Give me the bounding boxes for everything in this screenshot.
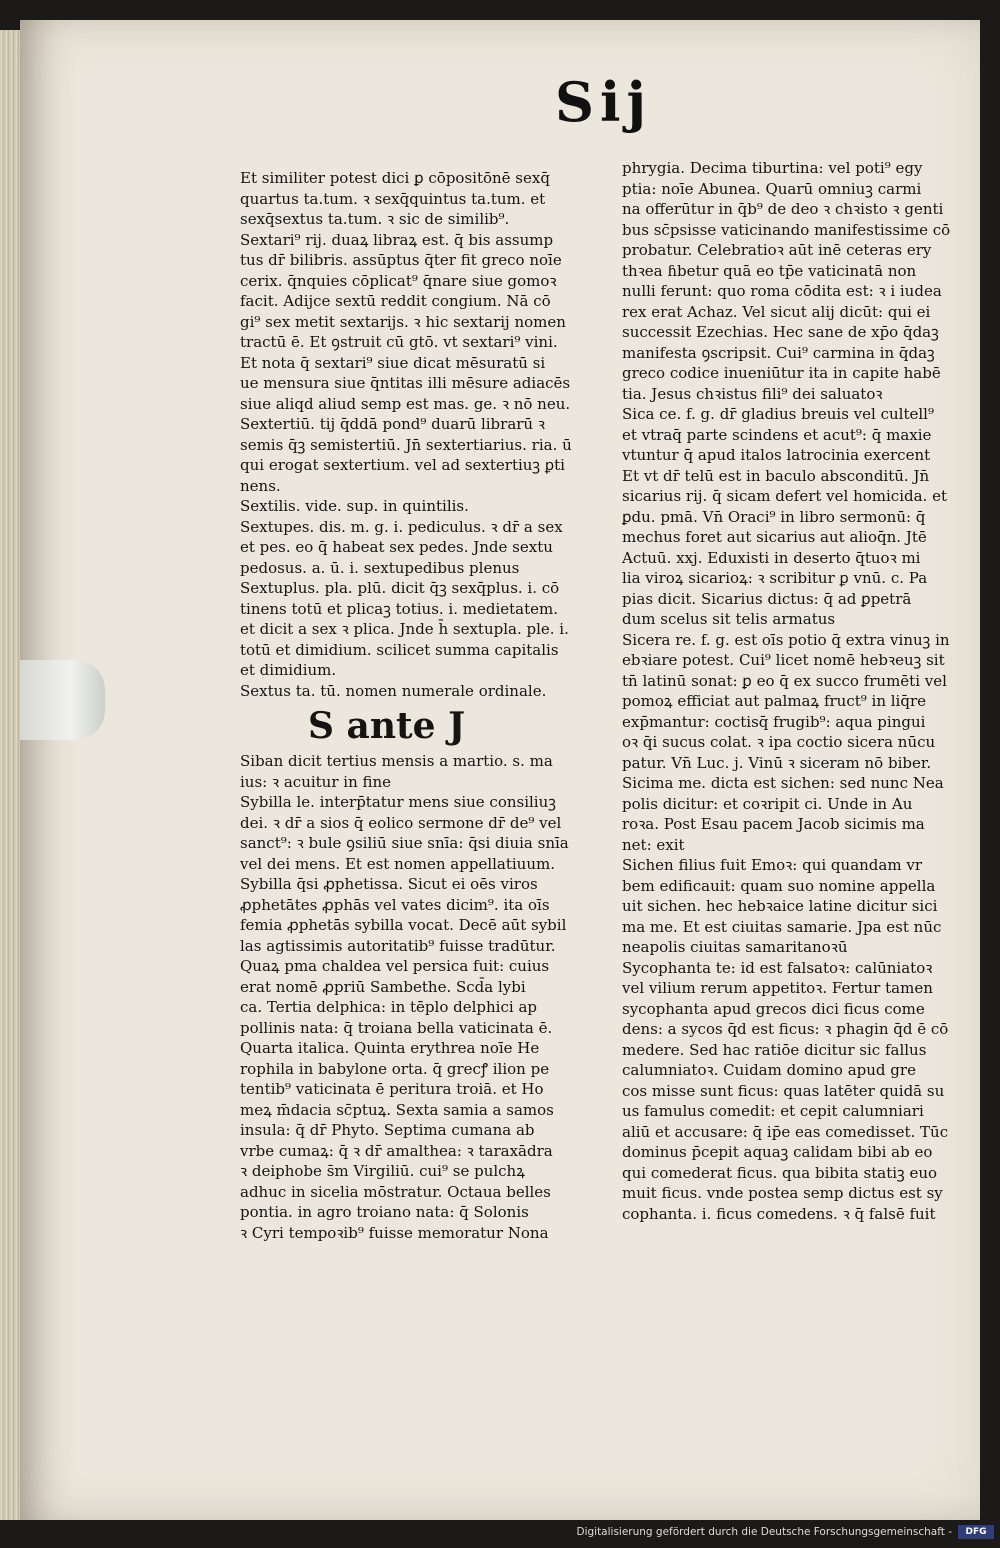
text-line: na offerūtur in q̄b⁹ de deo ꝛ chꝛisto ꝛ genti: [622, 200, 944, 218]
text-line: roꝛa. Post Esau pacem Jacob sicimis ma: [622, 815, 925, 833]
text-line: pedosus. a. ū. i. sextupedibus plenus: [240, 558, 520, 577]
text-line: qui erogat sextertium. vel ad sextertiuꝫ ꝑti: [240, 456, 565, 474]
text-line: successit Ezechias. Hec sane de xp̄o q̄daꝫ: [622, 323, 939, 341]
folio-signature: Sij: [555, 70, 653, 134]
text-line: ptia: noīe Abunea. Quarū omniuꝫ carmi: [622, 179, 922, 198]
text-line: Sichen filius fuit Emoꝛ: qui quandam vr: [622, 856, 922, 874]
text-line: pontia. in agro troiano nata: q̄ Solonis: [240, 1203, 529, 1221]
text-line: facit. Adijce sextū reddit congium. Nā cō: [240, 292, 551, 310]
text-line: Quarta italica. Quinta erythrea noīe He: [240, 1039, 540, 1057]
text-line: adhuc in sicelia mōstratur. Octaua belles: [240, 1182, 551, 1201]
text-line: et pes. eo q̄ habeat sex pedes. Jnde sextu: [240, 538, 553, 556]
text-line: totū et dimidium. scilicet summa capitalis: [240, 640, 559, 659]
text-line: Sextupes. dis. m. g. i. pediculus. ꝛ dr̄ a sex: [240, 517, 563, 536]
text-line: ue mensura siue q̄ntitas illi mēsure adiacēs: [240, 374, 571, 392]
text-line: sicarius rij. q̄ sicam defert vel homicida. et: [622, 487, 947, 505]
left-column-entries-top: [240, 168, 602, 701]
text-line: neapolis ciuitas samaritanoꝛū: [622, 938, 848, 956]
left-column-entries-bottom: [240, 751, 602, 1243]
text-line: dei. ꝛ dr̄ a sios q̄ eolico sermone dr̄ de⁹ vel: [240, 813, 562, 832]
text-line: Sextus ta. tū. nomen numerale ordinale.: [240, 681, 547, 700]
text-line: ꝛ deiphobe s̄m Virgiliū. cui⁹ se pulchꝝ: [240, 1162, 525, 1180]
text-line: et dicit a sex ꝛ plica. Jnde h̄ sextupla. ple. i.: [240, 620, 569, 638]
text-line: Et vt dr̄ telū est in baculo absconditū. Jn̄: [622, 466, 930, 485]
text-line: vel dei mens. Et est nomen appellatiuum.: [240, 854, 555, 873]
page-clip: [20, 660, 105, 740]
text-line: us famulus comedit: et cepit calumniari: [622, 1102, 924, 1120]
text-line: cophanta. i. ficus comedens. ꝛ q̄ falsē fuit: [622, 1204, 936, 1223]
text-line: sexq̄sextus ta.tum. ꝛ sic de similib⁹.: [240, 210, 510, 228]
text-line: Sica ce. f. g. dr̄ gladius breuis vel cultell⁹: [622, 405, 934, 423]
text-line: exp̄mantur: coctisq̄ frugib⁹: aqua pingui: [622, 712, 926, 731]
text-line: probatur. Celebratioꝛ aūt inē ceteras ery: [622, 241, 932, 259]
text-line: oꝛ q̄i sucus colat. ꝛ ipa coctio sicera nūcu: [622, 733, 936, 751]
text-line: calumniatoꝛ. Cuidam domino apud gre: [622, 1061, 916, 1079]
text-line: Et similiter potest dici ꝑ cōpositōnē sexq̄: [240, 169, 550, 187]
text-line: vtuntur q̄ apud italos latrocinia exercent: [622, 446, 931, 464]
text-line: qui comederat ficus. qua bibita statiꝫ euo: [622, 1163, 938, 1182]
text-line: Sextuplus. pla. plū. dicit q̄ꝫ sexq̄plus. i. cō: [240, 579, 560, 597]
text-line: semis q̄ꝫ semistertiū. Jn̄ sextertiarius. ria. ū: [240, 435, 572, 454]
text-line: bem edificauit: quam suo nomine appella: [622, 876, 936, 895]
text-line: lia viroꝝ sicarioꝝ: ꝛ scribitur ꝑ vnū. c. Pa: [622, 569, 928, 587]
text-line: cos misse sunt ficus: quas latēter quidā su: [622, 1081, 945, 1100]
text-line: thꝛea ɦbetur quā eo tp̄e vaticinatā non: [622, 261, 917, 280]
text-line: tinens totū et plicaꝫ totius. i. medietatem.: [240, 599, 559, 618]
section-heading: S ante J: [308, 705, 466, 747]
text-line: net: exit: [622, 835, 685, 854]
text-line: Sybilla le. interp̄tatur mens siue consiliuꝫ: [240, 793, 556, 811]
text-line: et dimidium.: [240, 661, 337, 679]
text-line: pias dicit. Sicarius dictus: q̄ ad ꝑpetrā: [622, 589, 912, 608]
text-line: femia ꝓphetās sybilla vocat. Decē aūt sybil: [240, 916, 567, 934]
text-line: manifesta ꝯscripsit. Cui⁹ carmina in q̄daꝫ: [622, 343, 935, 362]
text-line: mechus foret aut sicarius aut alioq̄n. Jtē: [622, 528, 927, 546]
text-line: aliū et accusare: q̄ ip̄e eas comedisset. Tūc: [622, 1122, 949, 1141]
text-line: ꝓphetātes ꝓphās vel vates dicim⁹. ita oīs: [240, 895, 550, 914]
text-line: quartus ta.tum. ꝛ sexq̄quintus ta.tum. et: [240, 189, 546, 208]
digitization-footer: [0, 1526, 1000, 1548]
text-line: ꝛ Cyri tempoꝛib⁹ fuisse memoratur Nona: [240, 1223, 549, 1242]
text-line: Sextilis. vide. sup. in quintilis.: [240, 497, 469, 515]
text-line: ꝑdu. pmā. Vn̄ Oraci⁹ in libro sermonū: q̄: [622, 507, 926, 526]
text-line: et vtraq̄ parte scindens et acut⁹: q̄ maxie: [622, 425, 932, 444]
text-line: sanct⁹: ꝛ bule ꝯsiliū siue snīa: q̄si diuia snīa: [240, 834, 569, 852]
text-line: medere. Sed hac ratiōe dicitur sic fallus: [622, 1040, 927, 1059]
text-line: erat nomē ꝓpriū Sambethe. Scd̄a lybi: [240, 977, 526, 996]
left-column: [240, 168, 602, 1243]
text-line: Sicera re. f. g. est oīs potio q̄ extra vinuꝫ in: [622, 630, 950, 649]
text-line: gi⁹ sex metit sextarijs. ꝛ hic sextarij nomen: [240, 312, 566, 331]
text-line: muit ficus. vnde postea semp dictus est sy: [622, 1184, 943, 1202]
text-line: ca. Tertia delphica: in tēplo delphici ap: [240, 998, 537, 1016]
text-line: ma me. Et est ciuitas samarie. Jpa est nūc: [622, 917, 942, 936]
text-line: greco codice inueniūtur ita in capite habē: [622, 364, 941, 382]
text-line: cerix. q̄nquies cōplicat⁹ q̄nare siue gomoꝛ: [240, 271, 557, 290]
text-line: pomoꝝ efficiat aut palmaꝝ fruct⁹ in liq̄re: [622, 692, 927, 710]
text-line: meꝝ m̄dacia sc̄ptuꝝ. Sexta samia a samos: [240, 1100, 554, 1119]
text-line: Sybilla q̄si ꝓphetissa. Sicut ei oēs viros: [240, 875, 538, 893]
funding-credit: Digitalisierung gefördert durch die Deutsche Forschungsgemeinschaft -: [576, 1526, 952, 1538]
text-line: insula: q̄ dr̄ Phyto. Septima cumana ab: [240, 1121, 535, 1139]
text-line: tus dr̄ bilibris. assūptus q̄ter fit greco noīe: [240, 251, 562, 269]
text-line: Sextari⁹ rij. duaꝝ libraꝝ est. q̄ bis assump: [240, 230, 554, 249]
text-line: Sextertiū. tij q̄ddā pond⁹ duarū librarū ꝛ: [240, 415, 545, 433]
text-line: dominus p̄cepit aquaꝫ calidam bibi ab eo: [622, 1143, 933, 1161]
text-line: tia. Jesus chꝛistus fili⁹ dei saluatoꝛ: [622, 384, 883, 403]
text-line: sycophanta apud grecos dici ficus come: [622, 999, 925, 1018]
text-line: siue aliqd aliud semp est mas. ge. ꝛ nō neu.: [240, 394, 571, 413]
text-line: ius: ꝛ acuitur in fine: [240, 772, 392, 791]
right-column: [622, 158, 978, 1224]
text-line: polis dicitur: et coꝛripit ci. Unde in Au: [622, 794, 913, 813]
text-line: tractū ē. Et ꝯstruit cū gtō. vt sextari⁹ vini.: [240, 333, 558, 351]
text-line: Et nota q̄ sextari⁹ siue dicat mēsuratū si: [240, 353, 546, 372]
right-column-entries: [622, 158, 978, 1224]
text-line: Sicima me. dicta est sichen: sed nunc Nea: [622, 774, 944, 792]
text-line: las agtissimis autoritatib⁹ fuisse tradūtur.: [240, 936, 556, 955]
text-line: phrygia. Decima tiburtina: vel poti⁹ egy: [622, 159, 923, 177]
text-line: bus sc̄psisse vaticinando manifestissime cō: [622, 220, 951, 239]
text-line: vel vilium rerum appetitoꝛ. Fertur tamen: [622, 979, 933, 997]
text-line: patur. Vn̄ Luc. j. Vinū ꝛ siceram nō biber.: [622, 753, 932, 772]
text-line: rophila in babylone orta. q̄ grecꝭ ilion pe: [240, 1059, 550, 1078]
text-line: nens.: [240, 476, 281, 495]
text-line: rex erat Achaz. Vel sicut alij dicūt: qui ei: [622, 302, 931, 321]
text-line: tentib⁹ vaticinata ē peritura troiā. et Ho: [240, 1080, 544, 1098]
text-line: Quaꝝ pma chaldea vel persica fuit: cuius: [240, 957, 550, 975]
text-line: Sycophanta te: id est falsatoꝛ: calūniatoꝛ: [622, 958, 933, 977]
text-line: Siban dicit tertius mensis a martio. s. ma: [240, 752, 553, 770]
text-line: nulli ferunt: quo roma cōdita est: ꝛ i iudea: [622, 282, 942, 300]
text-line: dens: a sycos q̄d est ficus: ꝛ phagin q̄d ē cō: [622, 1020, 949, 1038]
text-line: ebꝛiare potest. Cui⁹ licet nomē hebꝛeuꝫ sit: [622, 651, 945, 669]
text-line: tn̄ latinū sonat: ꝑ eo q̄ ex succo frumēti vel: [622, 671, 947, 690]
text-line: uit sichen. hec hebꝛaice latine dicitur sici: [622, 897, 938, 915]
text-line: vrbe cumaꝝ: q̄ ꝛ dr̄ amalthea: ꝛ taraxādra: [240, 1141, 553, 1160]
dfg-logo: DFG: [958, 1525, 994, 1539]
text-line: dum scelus sit telis armatus: [622, 610, 836, 628]
text-line: pollinis nata: q̄ troiana bella vaticinata ē.: [240, 1018, 553, 1037]
text-line: Actuū. xxj. Eduxisti in deserto q̄tuoꝛ mi: [622, 548, 921, 567]
